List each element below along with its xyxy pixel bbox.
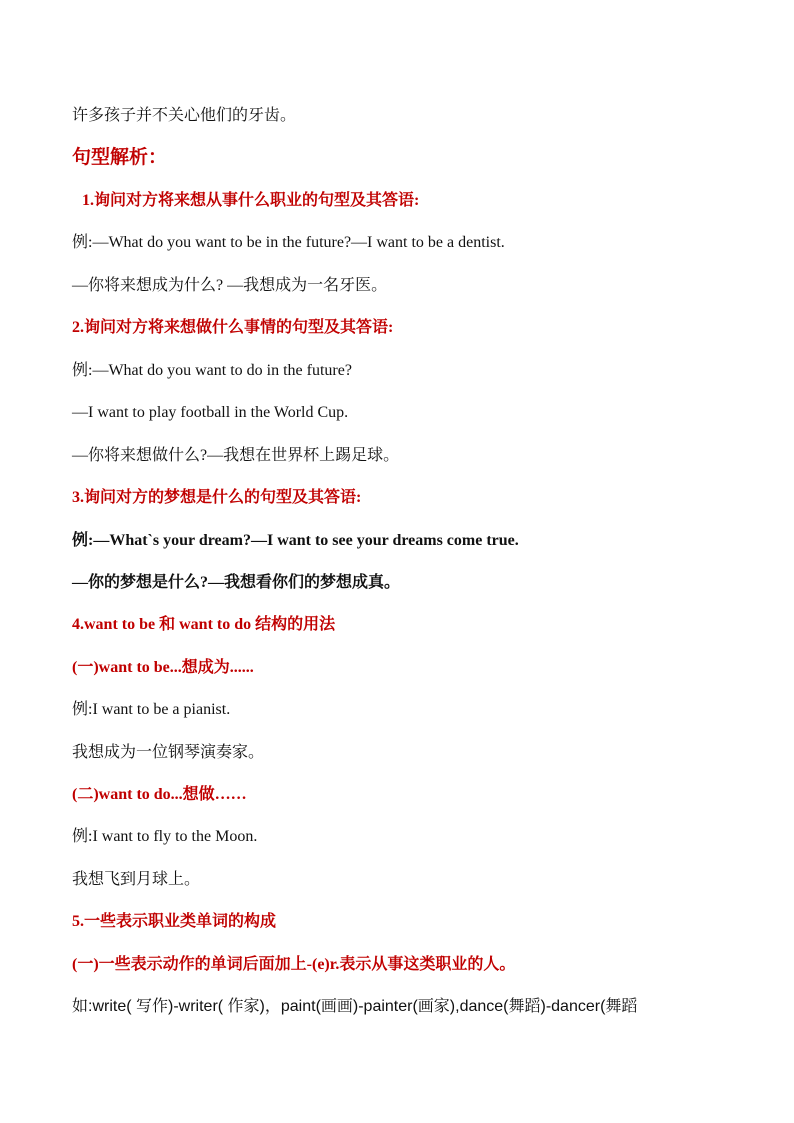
pattern-4-sub-1-example-en: 例:I want to be a pianist. <box>72 701 231 718</box>
pattern-1-example-en: 例:—What do you want to be in the future?—I want to be a dentist. <box>72 234 505 251</box>
pattern-4-sub-2-heading: (二)want to do...想做…… <box>72 786 247 803</box>
pattern-4-sub-1-heading: (一)want to be...想成为...... <box>72 659 254 676</box>
pattern-4-sub-1-example-zh: 我想成为一位钢琴演奏家。 <box>72 744 265 761</box>
pattern-3-heading: 3.询问对方的梦想是什么的句型及其答语: <box>72 489 362 506</box>
pattern-2-heading: 2.询问对方将来想做什么事情的句型及其答语: <box>72 319 394 336</box>
pattern-4-heading: 4.want to be 和 want to do 结构的用法 <box>72 616 336 633</box>
intro-sentence: 许多孩子并不关心他们的牙齿。 <box>72 107 297 124</box>
pattern-2-example-zh: —你将来想做什么?—我想在世界杯上踢足球。 <box>72 447 400 464</box>
pattern-2-answer-en: —I want to play football in the World Cup. <box>72 404 349 421</box>
pattern-1-example-zh: —你将来想成为什么? —我想成为一名牙医。 <box>72 277 388 294</box>
pattern-4-sub-2-example-zh: 我想飞到月球上。 <box>72 871 201 888</box>
pattern-5-sub-1-heading: (一)一些表示动作的单词后面加上-(e)r.表示从事这类职业的人。 <box>72 956 516 973</box>
pattern-3-example-zh: —你的梦想是什么?—我想看你们的梦想成真。 <box>72 574 401 591</box>
pattern-5-heading: 5.一些表示职业类单词的构成 <box>72 913 277 930</box>
section-heading: 句型解析： <box>72 147 168 168</box>
pattern-4-sub-2-example-en: 例:I want to fly to the Moon. <box>72 828 258 845</box>
pattern-3-example-en: 例:—What`s your dream?—I want to see your dreams come true. <box>72 532 519 549</box>
pattern-5-sub-1-examples: 如:write( 写作)-writer( 作家)，paint(画画)-painter(画家),dance(舞蹈)-dancer(舞蹈 <box>72 998 638 1015</box>
pattern-1-heading: 1.询问对方将来想从事什么职业的句型及其答语: <box>82 192 420 209</box>
pattern-2-question-en: 例:—What do you want to do in the future? <box>72 362 352 379</box>
